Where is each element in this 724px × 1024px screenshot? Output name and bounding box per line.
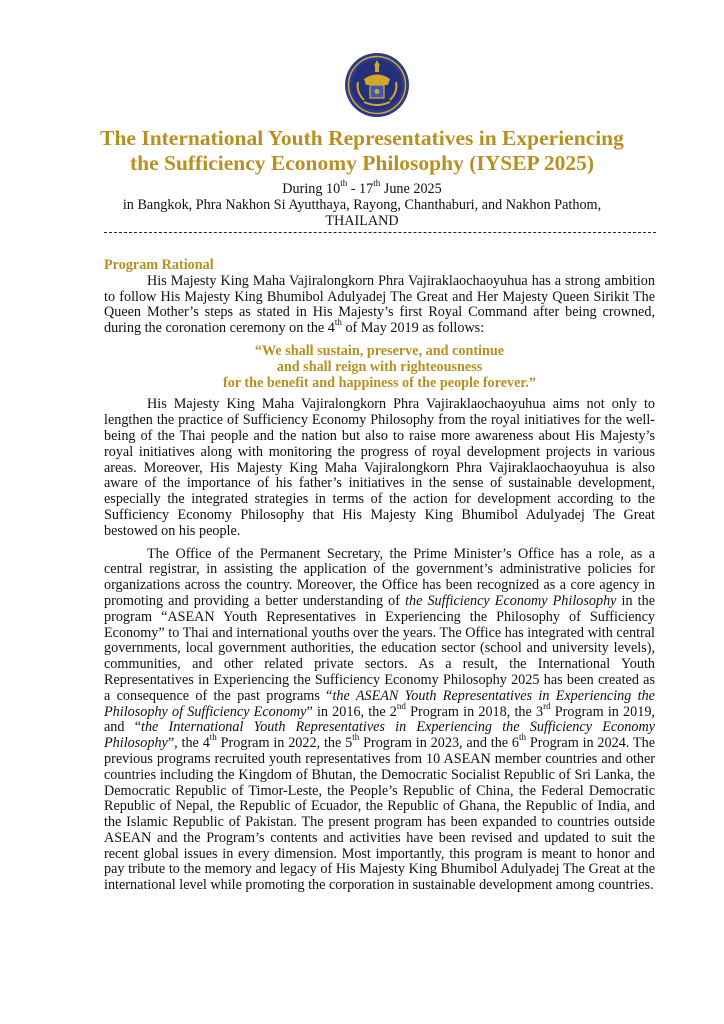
p3-italic-2: the ASEAN Youth Representatives in Experiencing the Philosophy of Sufficiency Economy: [104, 687, 655, 720]
quote-line-2: and shall reign with righteousness: [276, 358, 483, 375]
date-sup-2: th: [373, 178, 381, 189]
p3-text-5: Program in 2019, and “: [104, 703, 655, 736]
p3-text-6: ”, the 4: [167, 735, 210, 752]
program-locations: in Bangkok, Phra Nakhon Si Ayutthaya, Rayong, Chanthaburi, and Nakhon Pathom,: [122, 196, 602, 213]
p1-sup: th: [334, 317, 342, 328]
p3-italic-3: the International Youth Representatives in Experiencing the Sufficiency Economy Philosophy: [104, 719, 655, 752]
p3-text-3: ” in 2016, the 2: [306, 703, 397, 720]
date-mid: - 17: [347, 181, 374, 197]
p3-sup-2: rd: [543, 700, 551, 711]
p3-text-7: Program in 2022, the 5: [216, 735, 353, 752]
section-heading: Program Rational: [104, 257, 214, 273]
quote-line-1: “We shall sustain, preserve, and continue: [254, 342, 505, 359]
date-sup-1: th: [340, 178, 348, 189]
p3-italic-1: the Sufficiency Economy Philosophy: [405, 592, 617, 609]
document-body: [104, 258, 655, 894]
p3-sup-3: th: [209, 732, 217, 743]
program-dates: [60, 178, 664, 198]
paragraph-3: [104, 547, 655, 895]
p3-sup-5: th: [519, 732, 527, 743]
p1-text-a: His Majesty King Maha Vajiralongkorn Phra Vajiraklaochaoyuhua has a strong ambition to follow His Majesty King Bhumibol Adulyadej The Great and Her Majesty Queen Sirikit The Queen Mother’s steps as stated in His Majesty’s first Royal Command after being crowned, during the coronation ceremony on the 4: [104, 272, 655, 337]
document-title: [60, 126, 664, 176]
p3-text-9: Program in 2024. The previous programs recruited youth representatives from 10 ASEAN member countries and other countries including the Kingdom of Bhutan, the Democratic Socialist Republic of Sri Lanka, the Democratic Republic of Timor-Leste, the People’s Republic of China, the Federal Democratic Republic of Nepal, the Republic of Ecuador, the Republic of Ghana, the Republic of India, and the Islamic Republic of Pakistan. The present program has been expanded to countries outside ASEAN and the Program’s contents and activities have been revised and updated to suit the recent global issues in every dimension. Most importantly, this program is meant to honor and pay tribute to the memory and legacy of His Majesty King Bhumibol Adulyadej The Great at the international level while promoting the corporation in sustainable development among countries.: [104, 735, 655, 894]
quote-line-3: for the benefit and happiness of the people forever.”: [222, 374, 537, 391]
dashed-divider: [104, 232, 656, 233]
title-line-2: the Sufficiency Economy Philosophy (IYSEP 2025): [129, 151, 595, 175]
title-line-1: The International Youth Representatives in Experiencing: [100, 126, 624, 150]
government-emblem-icon: [344, 52, 410, 118]
p3-sup-4: th: [352, 732, 360, 743]
royal-command-quote: [104, 344, 655, 391]
date-prefix: During 10: [282, 181, 341, 197]
p3-text-2: in the program “ASEAN Youth Representatives in Experiencing the Philosophy of Sufficiency Economy” to Thai and international youths over the years. The Office has integrated with central governments, local government authorities, the education sector (school and university levels), communities, and other related private sectors. As a result, the International Youth Representatives in Experiencing the Sufficiency Economy Philosophy 2025 has been created as a consequence of the past programs “: [104, 592, 655, 704]
p3-text-8: Program in 2023, and the 6: [359, 735, 520, 752]
paragraph-1: [104, 274, 655, 337]
p1-text-b: of May 2019 as follows:: [341, 320, 485, 337]
program-country: THAILAND: [325, 212, 399, 229]
date-suffix: June 2025: [380, 181, 442, 197]
paragraph-2: His Majesty King Maha Vajiralongkorn Phra Vajiraklaochaoyuhua aims not only to lengthen the practice of Sufficiency Economy Philosophy from the royal initiatives for the well-being of the Thai people and the nation but also to raise more awareness about His Majesty’s royal initiatives along with monitoring the progress of royal development projects in various areas. Moreover, His Majesty King Maha Vajiralongkorn Phra Vajiraklaochaoyuhua is also aware of the importance of his father’s initiatives in the sense of sustainable development, especially the integrated strategies in terms of the action for development according to the Sufficiency Economy Philosophy that His Majesty King Bhumibol Adulyadej The Great bestowed on his people.: [104, 396, 655, 539]
p3-sup-1: nd: [396, 700, 406, 711]
p3-text-4: Program in 2018, the 3: [405, 703, 544, 720]
program-meta: [60, 178, 664, 229]
p3-text-1: The Office of the Permanent Secretary, the Prime Minister’s Office has a role, as a central registrar, in assisting the application of the government’s administrative policies for organizations across the country. Moreover, the Office has been recognized as a core agency in promoting and providing a better understanding of: [104, 545, 655, 609]
